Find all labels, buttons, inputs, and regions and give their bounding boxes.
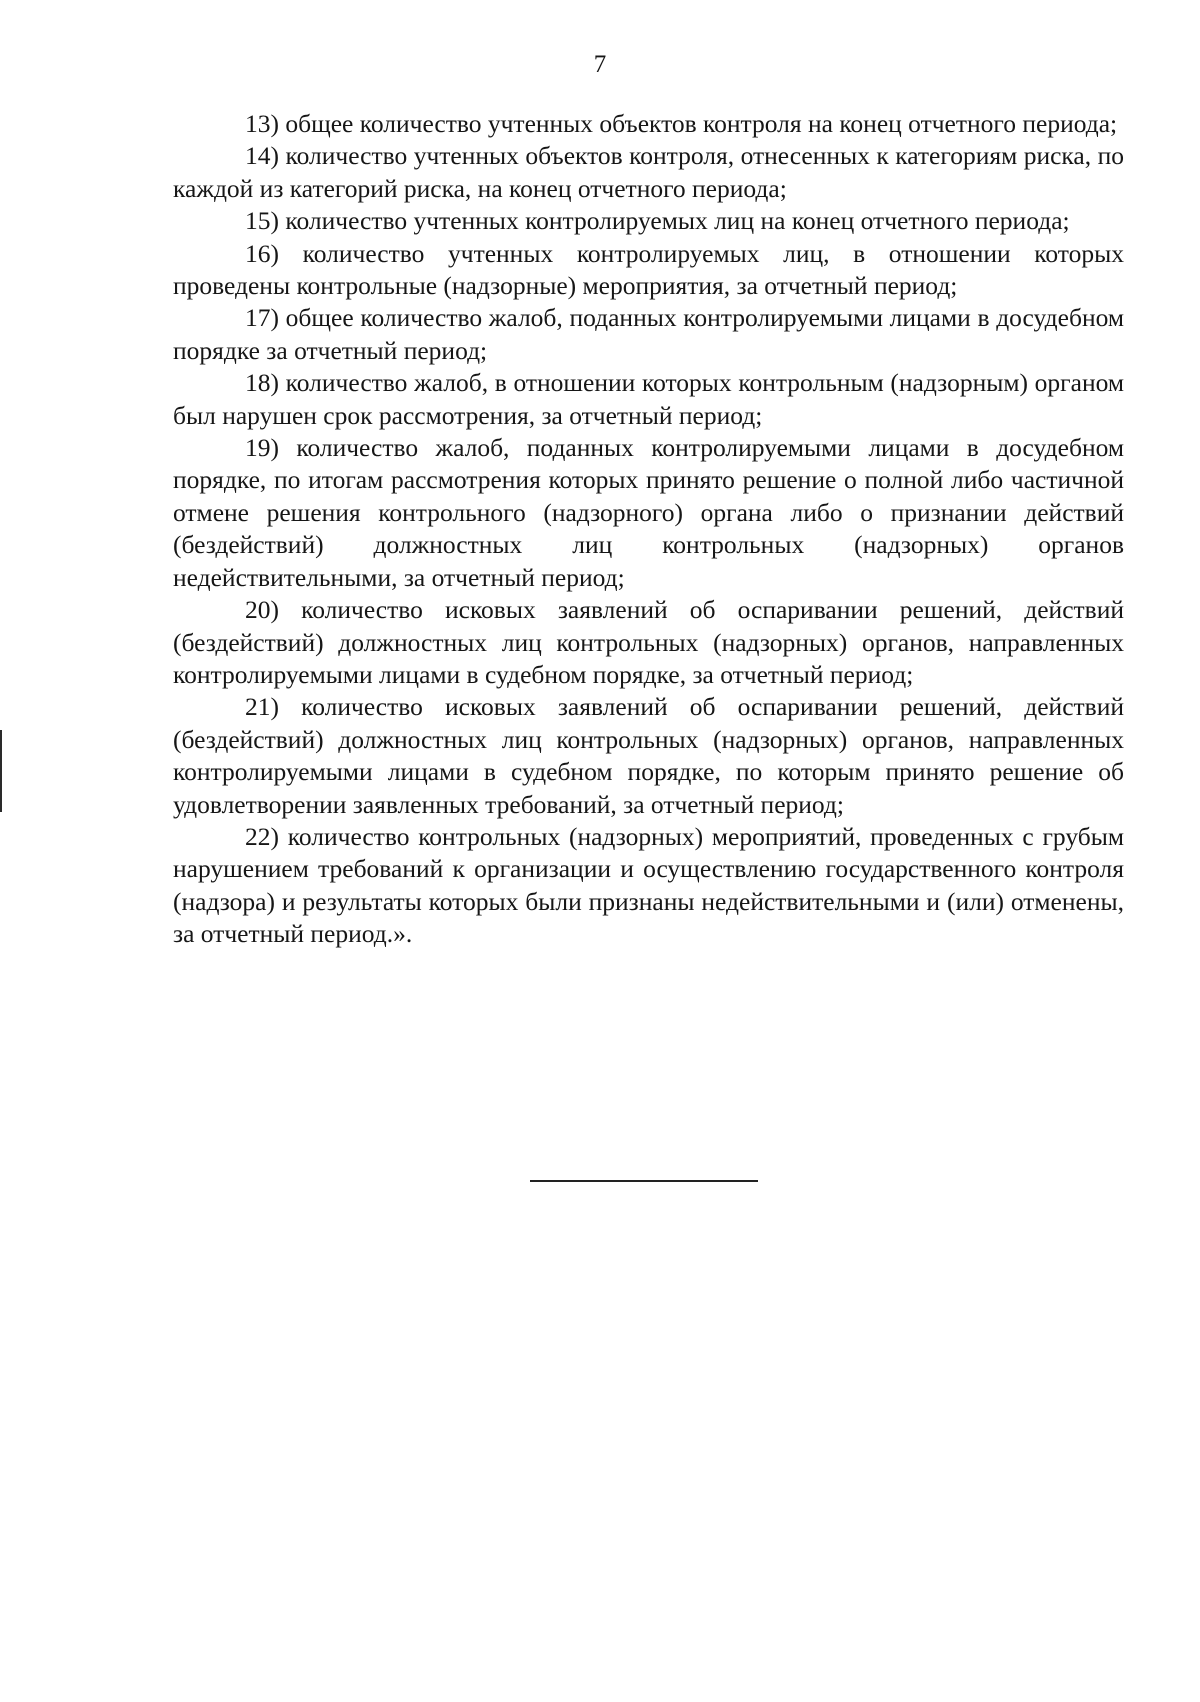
document-body — [173, 108, 1124, 951]
list-item-19: 19) количество жалоб, поданных контролируемыми лицами в досудебном порядке, по итогам рассмотрения которых принято решение о полной либо частичной отмене решения контрольного (надзорного) органа либо о признании действий (бездействий) должностных лиц контрольных (надзорных) органов недействительными, за отчетный период; — [173, 433, 1124, 592]
page-number: 7 — [593, 51, 607, 78]
list-item-18: 18) количество жалоб, в отношении которых контрольным (надзорным) органом был нарушен срок рассмотрения, за отчетный период; — [173, 368, 1124, 430]
end-of-text-rule — [530, 1180, 758, 1182]
list-item-20: 20) количество исковых заявлений об оспаривании решений, действий (бездействий) должностных лиц контрольных (надзорных) органов, направленных контролируемыми лицами в судебном порядке, за отчетный период; — [173, 595, 1124, 689]
list-item-17: 17) общее количество жалоб, поданных контролируемыми лицами в досудебном порядке за отчетный период; — [173, 303, 1124, 365]
list-item-16: 16) количество учтенных контролируемых лиц, в отношении которых проведены контрольные (надзорные) мероприятия, за отчетный период; — [173, 238, 1124, 301]
list-item-13: 13) общее количество учтенных объектов контроля на конец отчетного периода; — [245, 109, 1118, 138]
list-item-21: 21) количество исковых заявлений об оспаривании решений, действий (бездействий) должностных лиц контрольных (надзорных) органов, направленных контролируемыми лицами в судебном порядке, по которым принято решение об удовлетворении заявленных требований, за отчетный период; — [173, 692, 1124, 819]
list-item-22: 22) количество контрольных (надзорных) мероприятий, проведенных с грубым нарушением требований к организации и осуществлению государственного контроля (надзора) и результаты которых были признаны недействительными и (или) отменены, за отчетный период.». — [173, 821, 1124, 949]
list-item-14: 14) количество учтенных объектов контроля, отнесенных к категориям риска, по каждой из категорий риска, на конец отчетного периода; — [173, 141, 1124, 203]
scan-margin-mark — [0, 730, 2, 812]
list-item-15: 15) количество учтенных контролируемых лиц на конец отчетного периода; — [245, 206, 1070, 236]
